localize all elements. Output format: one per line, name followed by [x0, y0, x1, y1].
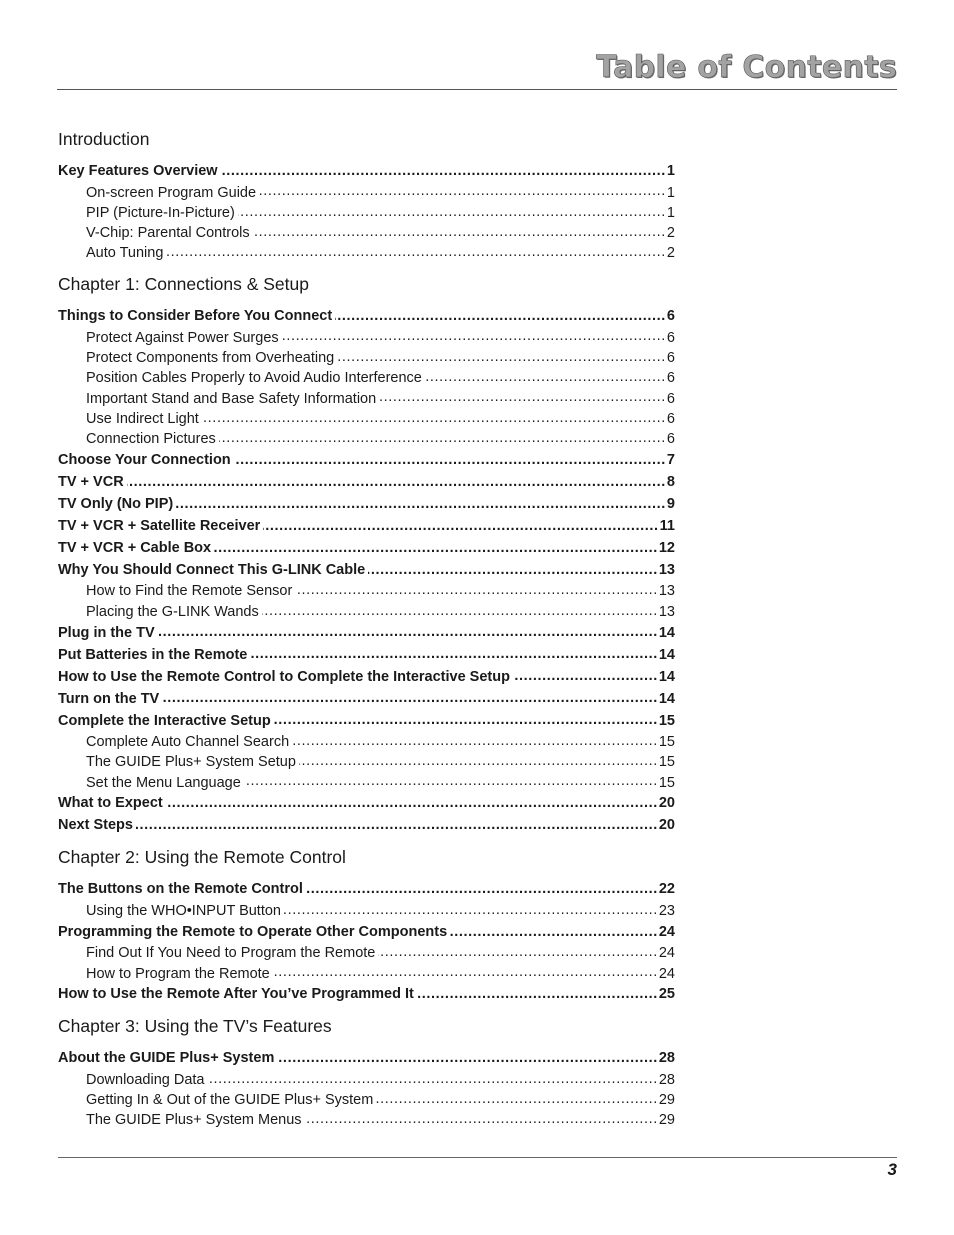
- toc-entry-title: Complete the Interactive Setup: [58, 712, 271, 729]
- dot-leader: [292, 732, 658, 747]
- toc-entry[interactable]: [58, 983, 675, 1005]
- toc-page-number: 14: [658, 646, 675, 663]
- toc-page-number: 29: [658, 1112, 675, 1129]
- toc-entry-title: Set the Menu Language: [86, 774, 241, 791]
- toc-entry-title: Next Steps: [58, 817, 133, 834]
- toc-entry-title: How to Use the Remote After You’ve Programmed It: [58, 986, 414, 1003]
- toc-entry-title: Downloading Data: [86, 1071, 205, 1088]
- dot-leader: [306, 879, 658, 894]
- toc-entry-title: Getting In & Out of the GUIDE Plus+ System: [86, 1092, 374, 1109]
- toc-page-number: 1: [666, 184, 675, 201]
- toc-subentry[interactable]: [58, 963, 675, 983]
- toc-entry-title: Protect Against Power Surges: [86, 329, 279, 346]
- page-title: Table of Contents: [596, 50, 897, 85]
- toc-entry-title: How to Use the Remote Control to Complete the Interactive Setup: [58, 668, 510, 685]
- toc-entry-title: Use Indirect Light: [86, 410, 199, 427]
- page-number: 3: [887, 1160, 897, 1179]
- dot-leader: [417, 984, 658, 999]
- toc-page-number: 6: [666, 329, 675, 346]
- section-heading: Chapter 1: Connections & Setup: [58, 274, 309, 295]
- toc-page-number: 6: [666, 390, 675, 407]
- toc-entry[interactable]: [58, 921, 675, 943]
- toc-entry[interactable]: [58, 1047, 675, 1069]
- dot-leader: [238, 202, 666, 217]
- toc-entry-title: Auto Tuning: [86, 245, 164, 262]
- toc-page-number: 6: [666, 410, 675, 427]
- toc-entry-title: Important Stand and Base Safety Information: [86, 390, 377, 407]
- toc-page-number: 6: [666, 370, 675, 387]
- toc-page-number: 14: [658, 668, 675, 685]
- toc-entry-title: V-Chip: Parental Controls: [86, 225, 250, 242]
- dot-leader: [136, 815, 658, 830]
- dot-leader: [234, 449, 666, 464]
- toc-entry[interactable]: [58, 710, 675, 732]
- toc-page-number: 2: [666, 245, 675, 262]
- toc-page-number: 11: [659, 517, 675, 534]
- title-divider: [57, 89, 897, 90]
- dot-leader: [376, 1090, 658, 1105]
- dot-leader: [259, 182, 666, 197]
- toc-entry[interactable]: [58, 160, 675, 182]
- toc-entry[interactable]: [58, 644, 675, 666]
- toc-entry-title: Placing the G-LINK Wands: [86, 603, 259, 620]
- toc-subentry[interactable]: [58, 368, 675, 388]
- dot-leader: [378, 943, 658, 958]
- toc-page-number: 8: [666, 473, 675, 490]
- toc-entry-title: Things to Consider Before You Connect: [58, 308, 333, 325]
- toc-entry-list: [58, 1047, 675, 1130]
- toc-entry[interactable]: [58, 515, 675, 537]
- toc-entry-title: Key Features Overview: [58, 163, 218, 179]
- dot-leader: [273, 963, 658, 978]
- toc-entry[interactable]: [58, 537, 675, 559]
- toc-entry-title: TV Only (No PIP): [58, 495, 174, 512]
- toc-page-number: 2: [666, 225, 675, 242]
- dot-leader: [299, 752, 658, 767]
- dot-leader: [274, 710, 658, 725]
- dot-leader: [277, 1048, 658, 1063]
- toc-entry[interactable]: [58, 559, 675, 581]
- toc-page-number: 13: [658, 603, 675, 620]
- dot-leader: [127, 471, 666, 486]
- section-heading: Chapter 3: Using the TV’s Features: [58, 1016, 332, 1037]
- toc-entry-title: How to Program the Remote: [86, 965, 270, 982]
- toc-page-number: 6: [666, 349, 675, 366]
- dot-leader: [263, 515, 658, 530]
- toc-page-number: 12: [658, 539, 675, 556]
- dot-leader: [262, 601, 658, 616]
- toc-page-number: 6: [666, 431, 675, 448]
- toc-entry-title: TV + VCR + Satellite Receiver: [58, 517, 261, 534]
- toc-page-number: 6: [666, 308, 675, 325]
- toc-page-number: 20: [658, 817, 675, 834]
- toc-page-number: 15: [658, 774, 675, 791]
- toc-entry-title: TV + VCR: [58, 473, 124, 490]
- toc-subentry[interactable]: [58, 1090, 675, 1110]
- dot-leader: [166, 793, 658, 808]
- toc-entry-title: Find Out If You Need to Program the Remote: [86, 945, 376, 962]
- dot-leader: [253, 223, 666, 238]
- dot-leader: [176, 493, 666, 508]
- toc-page-number: 13: [658, 561, 675, 578]
- dot-leader: [214, 537, 658, 552]
- toc-subentry[interactable]: [58, 182, 675, 202]
- toc-page-number: 9: [666, 495, 675, 512]
- toc-entry[interactable]: [58, 814, 675, 836]
- section-heading: Chapter 2: Using the Remote Control: [58, 847, 346, 868]
- toc-page-number: 14: [658, 624, 675, 641]
- toc-entry-list: [58, 878, 675, 1005]
- toc-entry-title: Why You Should Connect This G-LINK Cable: [58, 561, 366, 578]
- toc-entry-title: Put Batteries in the Remote: [58, 646, 248, 663]
- toc-page-number: 20: [658, 795, 675, 812]
- toc-subentry[interactable]: [58, 202, 675, 222]
- toc-subentry[interactable]: [58, 601, 675, 621]
- toc-subentry[interactable]: [58, 408, 675, 428]
- section-heading: Introduction: [58, 129, 150, 149]
- toc-subentry[interactable]: [58, 243, 675, 263]
- toc-subentry[interactable]: [58, 1069, 675, 1089]
- toc-entry-title: Turn on the TV: [58, 690, 160, 707]
- toc-entry-title: The Buttons on the Remote Control: [58, 881, 303, 898]
- toc-page-number: 13: [658, 583, 675, 600]
- dot-leader: [295, 581, 658, 596]
- dot-leader: [282, 327, 666, 342]
- toc-entry-title: Protect Components from Overheating: [86, 349, 335, 366]
- dot-leader: [158, 622, 658, 637]
- toc-entry-title: Using the WHO•INPUT Button: [86, 902, 281, 919]
- toc-subentry[interactable]: [58, 223, 675, 243]
- table-of-contents: [58, 124, 675, 1136]
- dot-leader: [450, 921, 658, 936]
- dot-leader: [219, 429, 666, 444]
- toc-entry[interactable]: [58, 493, 675, 515]
- toc-entry[interactable]: [58, 688, 675, 710]
- dot-leader: [250, 644, 658, 659]
- toc-entry[interactable]: [58, 449, 675, 471]
- toc-page-number: 28: [658, 1071, 675, 1088]
- toc-entry[interactable]: [58, 666, 675, 688]
- dot-leader: [166, 243, 666, 258]
- dot-leader: [221, 161, 666, 176]
- dot-leader: [202, 408, 666, 423]
- toc-page-number: 1: [666, 163, 675, 179]
- toc-page-number: 22: [658, 881, 675, 898]
- toc-subentry[interactable]: [58, 581, 675, 601]
- toc-entry-title: Position Cables Properly to Avoid Audio Interference: [86, 370, 422, 387]
- dot-leader: [379, 388, 666, 403]
- toc-entry-title: PIP (Picture-In-Picture): [86, 204, 235, 221]
- toc-page-number: 7: [666, 451, 675, 468]
- toc-page-number: 14: [658, 690, 675, 707]
- toc-subentry[interactable]: [58, 327, 675, 347]
- toc-subentry[interactable]: [58, 429, 675, 449]
- toc-entry-title: On-screen Program Guide: [86, 184, 257, 201]
- toc-page-number: 29: [658, 1092, 675, 1109]
- toc-subentry[interactable]: [58, 388, 675, 408]
- dot-leader: [513, 666, 658, 681]
- dot-leader: [244, 772, 658, 787]
- toc-page-number: 25: [658, 986, 675, 1003]
- toc-entry-title: The GUIDE Plus+ System Menus: [86, 1112, 302, 1129]
- dot-leader: [162, 688, 658, 703]
- toc-entry[interactable]: [58, 305, 675, 327]
- dot-leader: [425, 368, 666, 383]
- toc-entry-title: About the GUIDE Plus+ System: [58, 1050, 275, 1067]
- toc-entry-title: Complete Auto Channel Search: [86, 734, 290, 751]
- toc-subentry[interactable]: [58, 732, 675, 752]
- dot-leader: [305, 1110, 658, 1125]
- dot-leader: [284, 900, 658, 915]
- toc-page-number: 15: [658, 712, 675, 729]
- toc-subentry[interactable]: [58, 900, 675, 920]
- toc-entry-title: Connection Pictures: [86, 431, 216, 448]
- toc-entry-title: Programming the Remote to Operate Other Components: [58, 923, 448, 940]
- dot-leader: [368, 559, 658, 574]
- toc-entry-title: Choose Your Connection: [58, 451, 231, 468]
- toc-subentry[interactable]: [58, 752, 675, 772]
- toc-subentry[interactable]: [58, 1110, 675, 1130]
- dot-leader: [337, 347, 666, 362]
- toc-subentry[interactable]: [58, 347, 675, 367]
- toc-entry-title: How to Find the Remote Sensor: [86, 583, 293, 600]
- dot-leader: [208, 1069, 658, 1084]
- toc-page-number: 15: [658, 754, 675, 771]
- toc-entry-list: [58, 305, 675, 836]
- toc-page-number: 24: [658, 965, 675, 982]
- toc-entry-title: What to Expect: [58, 795, 163, 812]
- toc-entry-title: Plug in the TV: [58, 624, 155, 641]
- dot-leader: [335, 306, 666, 321]
- toc-entry[interactable]: [58, 622, 675, 644]
- toc-entry[interactable]: [58, 878, 675, 900]
- toc-page-number: 28: [658, 1050, 675, 1067]
- toc-entry[interactable]: [58, 792, 675, 814]
- toc-entry-title: The GUIDE Plus+ System Setup: [86, 754, 296, 771]
- toc-entry-title: TV + VCR + Cable Box: [58, 539, 212, 556]
- toc-page-number: 15: [658, 734, 675, 751]
- toc-entry-list: [58, 160, 675, 263]
- toc-entry[interactable]: [58, 471, 675, 493]
- toc-subentry[interactable]: [58, 943, 675, 963]
- toc-page-number: 23: [658, 902, 675, 919]
- toc-subentry[interactable]: [58, 772, 675, 792]
- toc-page-number: 24: [658, 945, 675, 962]
- toc-page-number: 1: [666, 204, 675, 221]
- toc-page-number: 24: [658, 923, 675, 940]
- footer-divider: [58, 1157, 897, 1158]
